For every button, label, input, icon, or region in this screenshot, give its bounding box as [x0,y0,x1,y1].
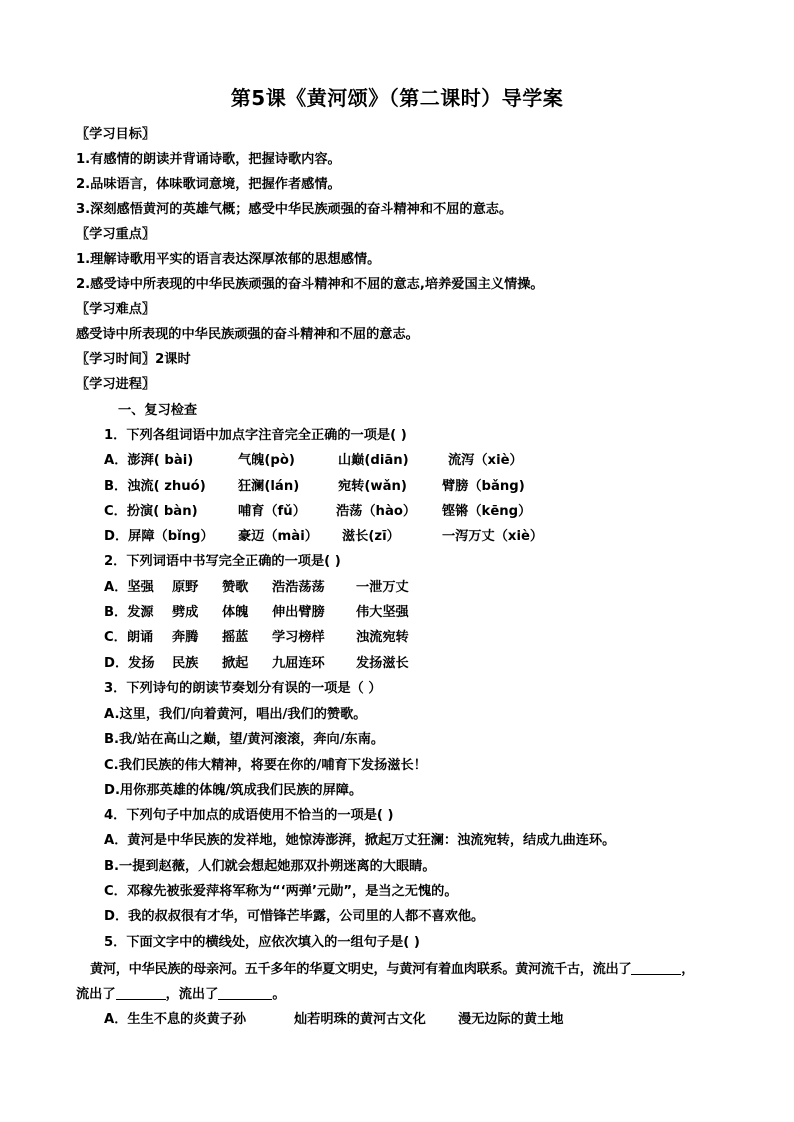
question-2-stem: 2．下列词语中书写完全正确的一项是( ) [104,554,341,569]
option-word: 劈成 [172,605,199,620]
fill-blank [631,960,681,975]
key-points-heading: 〖学习重点〗 [76,227,156,242]
option-word: 狂澜(lán) [238,479,300,494]
option-word: 宛转(wǎn) [338,479,407,494]
option-word: 臂膀（bǎng) [442,479,525,494]
option-word: 浊流宛转 [356,630,409,645]
paragraph-text: ，流出了 [165,987,219,1002]
option-word: 哺育（fǔ） [238,504,306,519]
key-point-item: 1.理解诗歌用平实的语言表达深厚浓郁的思想感情。 [76,252,381,267]
question-3-stem: 3．下列诗句的朗读节奏划分有误的一项是（ ） [104,681,382,696]
key-point-item: 2.感受诗中所表现的中华民族顽强的奋斗精神和不屈的意志,培养爱国主义情操。 [76,277,544,292]
question-3-option-c: C.我们民族的伟大精神，将要在你的/哺育下发扬滋长！ [104,758,427,773]
option-word: 发扬滋长 [356,656,409,671]
option-word: 流泻（xiè） [448,453,523,468]
option-word: A．坚强 [104,580,154,595]
question-2-option-b [104,604,754,622]
option-word: B．发源 [104,605,154,620]
question-5-option-a [104,1011,754,1029]
question-4-stem: 4．下列句子中加点的成语使用不恰当的一项是( ) [104,808,394,823]
question-2-option-c [104,629,754,647]
question-3-option-d: D.用你那英雄的体魄/筑成我们民族的屏障。 [104,783,363,798]
question-1-stem: 1．下列各组词语中加点字注音完全正确的一项是( ) [104,428,407,443]
page-title: 第5课《黄河颂》（第二课时）导学案 [230,86,564,110]
difficulty-heading: 〖学习难点〗 [76,302,156,317]
option-phrase: 灿若明珠的黄河古文化 [294,1012,426,1027]
option-word: C．朗诵 [104,630,154,645]
option-word: 豪迈（mài） [238,529,318,544]
option-word: 赞歌 [222,580,249,595]
question-1-option-c [104,503,754,521]
option-word: 伟大坚强 [356,605,409,620]
option-word: D．屏障（bǐng） [104,529,214,544]
option-word: 学习榜样 [272,630,325,645]
option-word: 一泄万丈 [356,580,409,595]
paragraph-text: ， [681,962,695,977]
option-word: 原野 [172,580,199,595]
question-3-option-a: A.这里，我们/向着黄河，唱出/我们的赞歌。 [104,707,367,722]
option-word: A．澎湃( bài) [104,453,194,468]
option-word: B．浊流( zhuó) [104,479,206,494]
paragraph-text: 黄河，中华民族的母亲河。五千多年的华夏文明史，与黄河有着血肉联系。黄河流千古，流出了 [90,962,632,977]
fill-blank [218,985,272,1000]
question-4-option-d: D．我的叔叔很有才华，可惜锋芒毕露，公司里的人都不喜欢他。 [104,909,485,924]
question-4-option-c: C．邓稼先被张爱萍将军称为“‘两弹’元勋”，是当之无愧的。 [104,884,458,899]
question-1-option-d [104,528,754,546]
option-word: 九屈连环 [272,656,325,671]
question-4-option-b: B.一提到赵薇，人们就会想起她那双扑朔迷离的大眼睛。 [104,859,436,874]
question-5-stem: 5．下面文字中的横线处，应依次填入的一组句子是( ) [104,935,420,950]
question-2-option-d [104,655,754,673]
goal-item: 2.品味语言，体味歌词意境，把握作者感情。 [76,177,341,192]
study-time: 〖学习时间〗2课时 [76,352,191,367]
question-5-paragraph-line1 [90,960,754,979]
option-word: C．扮演( bàn) [104,504,198,519]
process-heading: 〖学习进程〗 [76,377,156,392]
option-phrase: 漫无边际的黄土地 [458,1012,564,1027]
fill-blank [116,985,166,1000]
option-phrase: A．生生不息的炎黄子孙 [104,1012,247,1027]
paragraph-text: 。 [272,987,286,1002]
goals-heading: 〖学习目标〗 [76,127,156,142]
option-word: 滋长(zī） [342,529,400,544]
option-word: D．发扬 [104,656,155,671]
option-word: 山巅(diān) [338,453,409,468]
goal-item: 3.深刻感悟黄河的英雄气概；感受中华民族顽强的奋斗精神和不屈的意志。 [76,202,513,217]
option-word: 伸出臂膀 [272,605,325,620]
option-word: 民族 [172,656,199,671]
question-2-option-a [104,579,754,597]
question-1-option-a [104,452,754,470]
option-word: 奔腾 [172,630,199,645]
question-5-paragraph-line2 [76,985,754,1004]
option-word: 一泻万丈（xiè） [442,529,544,544]
paragraph-text: 流出了 [76,987,116,1002]
option-word: 铿锵（kēng） [442,504,532,519]
option-word: 掀起 [222,656,249,671]
goal-item: 1.有感情的朗读并背诵诗歌，把握诗歌内容。 [76,152,341,167]
section-review-heading: 一、复习检查 [118,403,198,418]
option-word: 摇蓝 [222,630,249,645]
question-3-option-b: B.我/站在高山之巅，望/黄河滚滚，奔向/东南。 [104,732,385,747]
option-word: 气魄(pò) [238,453,295,468]
option-word: 体魄 [222,605,249,620]
question-1-option-b [104,478,754,496]
option-word: 浩荡（hào） [336,504,417,519]
option-word: 浩浩荡荡 [272,580,325,595]
difficulty-text: 感受诗中所表现的中华民族顽强的奋斗精神和不屈的意志。 [76,327,419,342]
question-4-option-a: A．黄河是中华民族的发祥地，她惊涛澎湃，掀起万丈狂澜：浊流宛转，结成九曲连环。 [104,833,616,848]
